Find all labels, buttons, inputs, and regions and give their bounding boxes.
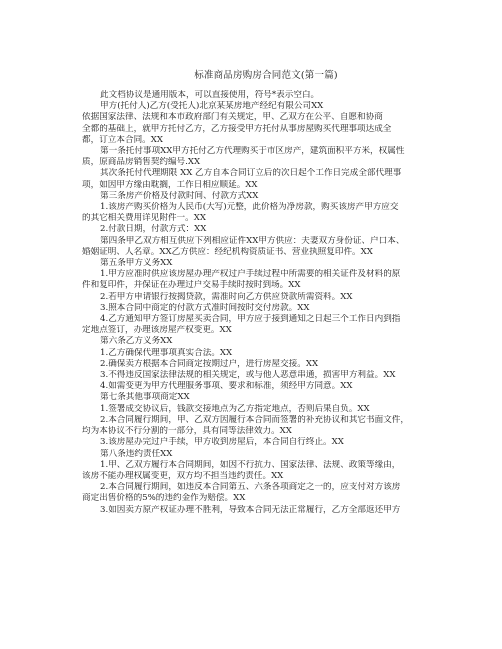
document-line: 2.付款日期，付款方式：XX <box>100 224 207 235</box>
document-line: 第五条甲方义务XX <box>100 258 173 269</box>
document-line: 婚姻证明、人名章。XX乙方供应：经纪机构资质证书、营业执照复印件。XX <box>82 246 373 257</box>
document-line: 全都的基础上，就甲方托付乙方，乙方接受甲方托付从事房屋购买代理事项达成全 <box>82 123 392 134</box>
document-line: 均为本协议不行分割的一部分，具有同等法律效力。XX <box>82 426 292 437</box>
document-line: 1.签署成交协议后，钱款交接地点为乙方指定地点，否则后果自负。XX <box>100 403 370 414</box>
document-line: 第七条其他事项商定XX <box>100 392 190 403</box>
document-line: 项，如因甲方缘由耽搁，工作日相应顺延。XX <box>82 179 258 190</box>
document-line: 件和复印件，并保证在办理过户交易手续时按时到场。XX <box>82 280 301 291</box>
document-line: 3.该房屋办完过户手续，甲方收到房屋后，本合同自行终止。XX <box>100 437 344 448</box>
document-line: 第六条乙方义务XX <box>100 336 173 347</box>
document-title: 标准商品房购房合同范文(第一篇) <box>194 70 338 81</box>
document-line: 2.确保卖方根据本合同商定按期过户，进行房屋交接。XX <box>100 358 319 369</box>
document-line: 4.乙方通知甲方签订房屋买卖合同，甲方应于接到通知之日起三个工作日内到指 <box>100 314 401 325</box>
document-line: 3.照本合同中商定的付款方式准时间按时交付房款。XX <box>100 302 310 313</box>
document-line: 都，订立本合同。XX <box>82 134 163 145</box>
document-line: 依据国家法律、法规和本市政府部门有关规定，甲、乙双方在公平、自愿和协商 <box>82 112 383 123</box>
document-line: 第三条房产价格及付款时间、付款方式XX <box>100 190 259 201</box>
document-line: 2.本合同履行期间，如违反本合同第五、六条各项商定之一的，应支付对方该房 <box>100 482 401 493</box>
document-body <box>82 90 442 516</box>
document-line: 甲方(托付人)乙方(受托人)北京某某房地产经纪有限公司XX <box>100 101 324 112</box>
document-line: 该房不能办理权属变更，双方均不担当违约责任。XX <box>82 470 284 481</box>
document-line: 1.甲方应准时供应该房屋办理产权过户手续过程中所需要的相关证件及材料的原 <box>100 269 401 280</box>
document-line: 4.如需变更为甲方代理服务事项、要求和标准，须经甲方同意。XX <box>100 381 353 392</box>
document-line: 第八条违约责任XX <box>100 448 173 459</box>
document-line: 质，原商品房销售契约编号.XX <box>82 157 201 168</box>
document-line: 第一条托付事项XX甲方托付乙方代理购买于市区房产，建筑面积平方米，权属性 <box>100 146 405 157</box>
document-line: 1.该房产购买价格为人民币(大写)元整，此价格为净房款，购买该房产甲方应交 <box>100 202 399 213</box>
document-line: 1.甲、乙双方履行本合同期间，如因不行抗力、国家法律、法规、政策等缘由， <box>100 459 401 470</box>
document-line: 的其它相关费用详见附件一。XX <box>82 213 206 224</box>
document-line: 2.若甲方申请银行按揭贷款，需准时向乙方供应贷款所需资料。XX <box>100 291 353 302</box>
document-line: 1.乙方确保代理事项真实合法。XX <box>100 347 233 358</box>
document-line: 商定出售价格的5%的违约金作为赔偿。XX <box>82 493 246 504</box>
document-line: 3.如因卖方原产权证办理不胜利，导致本合同无法正常履行，乙方全部返还甲方 <box>100 504 401 515</box>
document-line: 此文档协议是通用版本，可以直接使用，符号*表示空白。 <box>100 90 320 100</box>
document-line: 定地点签订，办理该房屋产权变更。XX <box>82 325 232 336</box>
document-line: 3.不得违反国家法律法规的相关规定，或与他人恶意串通，损害甲方利益。XX <box>100 370 396 381</box>
document-line: 2.本合同履行期间，甲、乙双方因履行本合同而签署的补充协议和其它书面文件， <box>100 414 409 425</box>
document-line: 其次条托付代理期限 XX 乙方自本合同订立后的次日起个工作日完成全部代理事 <box>100 168 402 179</box>
document-line: 第四条甲乙双方相互供应下列相应证件XX甲方供应：夫妻双方身份证、户口本、 <box>100 235 405 246</box>
